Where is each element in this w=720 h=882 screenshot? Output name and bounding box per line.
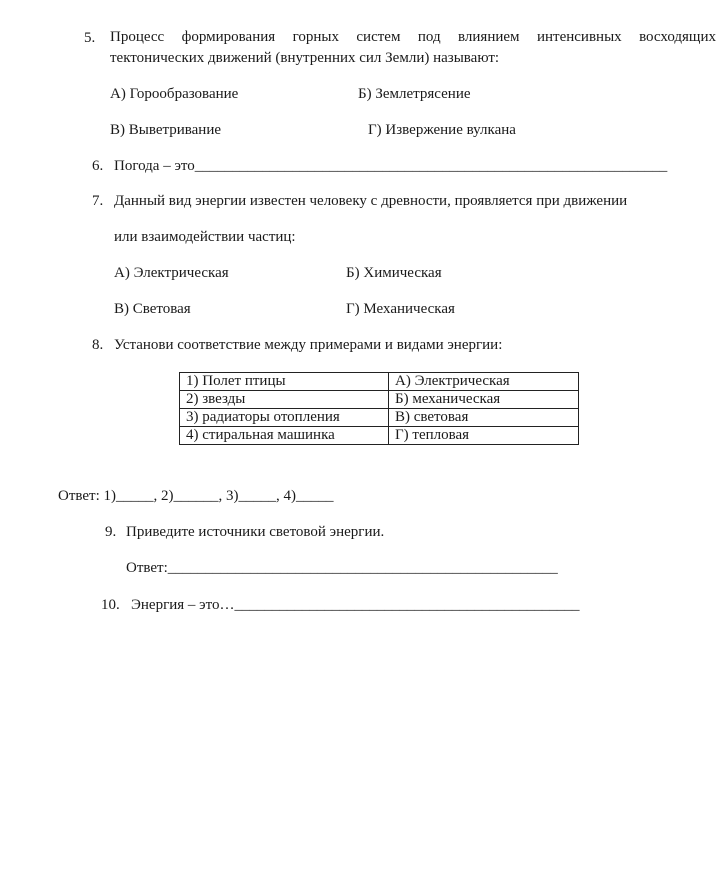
q7-option-a: А) Электрическая (114, 265, 229, 281)
table-row (180, 391, 579, 409)
q9-answer-blank: ____________________________________________________ (167, 560, 558, 576)
q5-option-b: Б) Землетрясение (358, 86, 471, 102)
q9-text: Приведите источники световой энергии. (126, 524, 385, 540)
q6-question (114, 157, 667, 175)
q9-answer-label: Ответ: (126, 560, 168, 576)
table-row (180, 427, 579, 445)
table-row (180, 409, 579, 427)
table-cell-energy: А) Электрическая (389, 373, 579, 391)
q6-answer-blank: _______________________________________________________________ (194, 158, 668, 174)
q9-number: 9. (105, 524, 117, 540)
q10-text: Энергия – это… (131, 597, 235, 613)
q8-number: 8. (92, 337, 104, 353)
q7-option-v: В) Световая (114, 301, 191, 317)
q8-text: Установи соответствие между примерами и видами энергии: (114, 337, 503, 353)
table-cell-example: 3) радиаторы отопления (180, 409, 389, 427)
q7-text-line2: или взаимодействии частиц: (114, 229, 296, 245)
table-cell-example: 4) стиральная машинка (180, 427, 389, 445)
q5-option-g: Г) Извержение вулкана (368, 122, 516, 138)
q7-number: 7. (92, 193, 104, 209)
table-row (180, 373, 579, 391)
q10-question (131, 596, 579, 614)
matching-table (179, 372, 579, 445)
q10-number: 10. (101, 597, 120, 613)
table-cell-energy: В) световая (389, 409, 579, 427)
table-cell-example: 1) Полет птицы (180, 373, 389, 391)
q9-answer (126, 559, 558, 577)
table-cell-energy: Г) тепловая (389, 427, 579, 445)
q5-option-v: В) Выветривание (110, 122, 222, 138)
q10-answer-blank: ______________________________________________ (234, 597, 580, 613)
table-cell-energy: Б) механическая (389, 391, 579, 409)
q6-number: 6. (92, 158, 104, 174)
q7-text-line1: Данный вид энергии известен человеку с древности, проявляется при движении (114, 193, 628, 209)
table-cell-example: 2) звезды (180, 391, 389, 409)
q8-answer-line: Ответ: 1)_____, 2)______, 3)_____, 4)_____ (58, 488, 334, 504)
q7-option-b: Б) Химическая (346, 265, 442, 281)
q6-text: Погода – это (114, 158, 195, 174)
q5-text: Процесс формирования горных систем под влиянием интенсивных восходящих тектонических движений (внутренних сил Земли) называют: (110, 29, 716, 66)
q5-number: 5. (84, 30, 96, 46)
q7-option-g: Г) Механическая (346, 301, 455, 317)
q5-option-a: А) Горообразование (110, 86, 239, 102)
